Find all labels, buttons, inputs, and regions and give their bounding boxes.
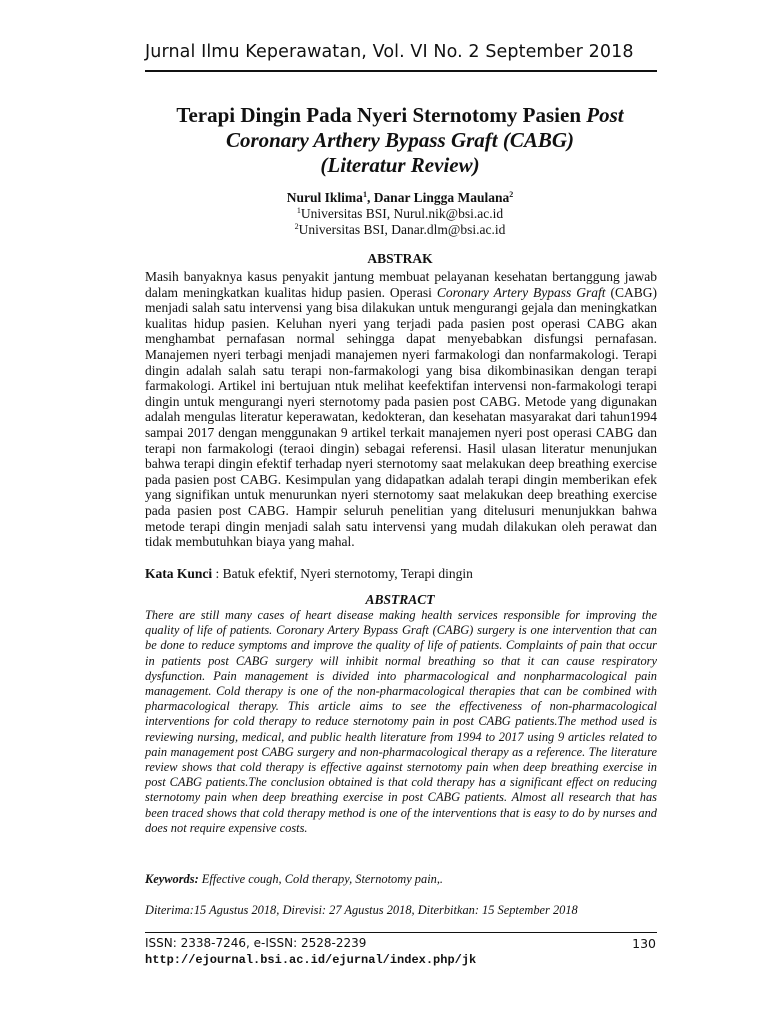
title-line-1-italic: Post (586, 103, 624, 127)
title-line-3: (Literatur Review) (320, 153, 480, 177)
issn-text: ISSN: 2338-7246, e-ISSN: 2528-2239 (145, 936, 367, 950)
kata-kunci-label: Kata Kunci (145, 566, 213, 581)
author-2-name: Danar Lingga Maulana (373, 190, 510, 205)
affiliation-1 (145, 206, 655, 222)
abstrak-body-italic: Coronary Artery Bypass Graft (436, 284, 606, 300)
abstrak-heading: ABSTRAK (367, 251, 433, 266)
title-line-1 (130, 103, 670, 128)
abstrak-body-part-1: Masih banyaknya kasus penyakit jantung membuat pelayanan kesehatan bertanggung jawab dalam meningkatkan kualitas hidup pasien. Operasi (145, 269, 657, 300)
abstract-body: There are still many cases of heart disease making health services responsible for improving the quality of life of patients. Coronary Artery Bypass Graft (CABG) surgery is one intervention that can be done to reduce symptoms and improve the quality of life of patients. Complaints of pain that occur in patients post CABG surgery will inhibit normal breathing so that it can cause respiratory dysfunction. Pain management is divided into pharmacological and nonpharmacological pain management. Cold therapy is one of the non-pharmacological therapies that can be combined with pharmacological therapy. This article aims to see the effectiveness of non-pharmacological interventions for cold therapy to reduce sternotomy pain in post CABG patients.The method used is reviewing nursing, medical, and public health literature from 1994 to 2017 using 9 articles related to pain management post CABG surgery and non-pharmacological therapy as a reference. The literature review shows that cold therapy is effective against sternotomy pain when deep breathing exercise in post CABG patients.The conclusion obtained is that cold therapy has a significant effect on reducing sternotomy pain when deep breathing exercise in post CABG patients. Almost all research that has been traced shows that cold therapy method is one of the interventions that is easy to do by nurses and does not require expensive costs. (145, 608, 657, 835)
author-separator: , (366, 190, 374, 205)
keywords (145, 871, 657, 887)
title-line-1-regular: Terapi Dingin Pada Nyeri Sternotomy Pasien (176, 103, 587, 127)
keywords-label: Keywords: (145, 872, 199, 886)
affiliation-2 (145, 222, 655, 238)
kata-kunci (145, 566, 657, 582)
author-2-sup: 2 (509, 190, 514, 199)
author-1-name: Nurul Iklima (286, 190, 363, 205)
journal-header: Jurnal Ilmu Keperawatan, Vol. VI No. 2 September 2018 (145, 42, 634, 62)
affiliation-2-text: Universitas BSI, Danar.dlm@bsi.ac.id (298, 222, 506, 237)
paper-title (130, 103, 670, 178)
affiliation-1-sup: 1 (296, 206, 301, 215)
affiliation-1-text: Universitas BSI, Nurul.nik@bsi.ac.id (300, 206, 504, 221)
title-line-2: Coronary Arthery Bypass Graft (CABG) (225, 128, 575, 152)
affiliation-2-sup: 2 (294, 222, 299, 231)
journal-url-link[interactable]: http://ejournal.bsi.ac.id/ejurnal/index.php/jk (145, 953, 477, 967)
footer-divider (145, 932, 657, 933)
abstrak-body (145, 269, 657, 550)
abstrak-body-part-2: (CABG) menjadi salah satu intervensi yang bisa dilakukan untuk mengurangi gejala dan meningkatkan kualitas hidup pasien. Keluhan nyeri yang terjadi pada pasien post operasi CABG akan menghambat pernafasan normal sehingga dapat menyebabkan disfungsi pernafasan. Manajemen nyeri terbagi menjadi manajemen nyeri farmakologi dan nonfarmakologi. Terapi dingin adalah salah satu terapi non-farmakologi yang bisa dikombinasikan dengan terapi farmakologi. Artikel ini bertujuan ntuk melihat keefektifan intervensi non-farmakologi terapi dingin untuk mengurangi nyeri sternotomy pada pasien post CABG. Metode yang digunakan adalah mengulas literatur keperawatan, kedokteran, dan kesehatan masyarakat dari tahun1994 sampai 2017 dengan menggunakan 9 artikel terkait manajemen nyeri post operasi CABG dan terapi non farmakologi (teraoi dingin) sebagai referensi. Hasil ulasan literatur menunjukan bahwa terapi dingin efektif terhadap nyeri sternotomy saat melakukan deep breathing exercise pada pasien post CABG. Kesimpulan yang didapatkan adalah terapi dingin memberikan efek yang signifikan untuk menurunkan nyeri sternotomy saat melakukan deep breathing exercise pada pasien post CABG. Hampir seluruh penelitian yang ditelusuri menunjukkan bahwa metode terapi dingin menjadi salah satu intervensi yang mudah dilakukan oleh perawat dan tidak membutuhkan biaya yang mahal. (145, 284, 657, 550)
kata-kunci-text: : Batuk efektif, Nyeri sternotomy, Terapi dingin (212, 566, 473, 581)
keywords-text: Effective cough, Cold therapy, Sternotomy pain,. (198, 872, 444, 886)
submission-dates: Diterima:15 Agustus 2018, Direvisi: 27 Agustus 2018, Diterbitkan: 15 September 2018 (145, 903, 578, 917)
author-block (145, 190, 655, 238)
header-divider (145, 70, 657, 72)
page-number: 130 (632, 936, 656, 951)
author-names (145, 190, 655, 206)
abstract-heading: ABSTRACT (365, 592, 435, 607)
author-1-sup: 1 (362, 190, 367, 199)
